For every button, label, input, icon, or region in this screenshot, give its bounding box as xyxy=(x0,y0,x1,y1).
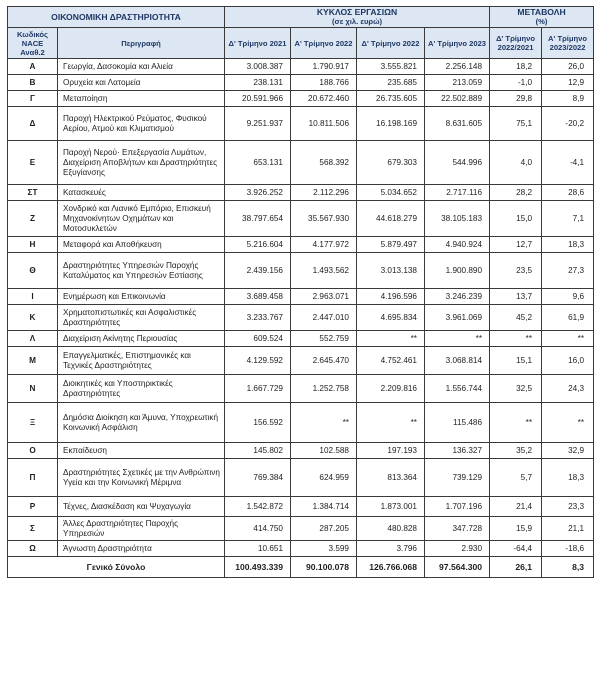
row-change-q1: 28,6 xyxy=(542,185,594,201)
row-change-q1: ** xyxy=(542,331,594,347)
total-row xyxy=(8,557,594,578)
table-row xyxy=(8,459,594,497)
row-description: Χρηματοπιστωτικές και Ασφαλιστικές Δραστηριότητες xyxy=(58,305,225,331)
row-code: Λ xyxy=(8,331,58,347)
row-q4-2021: 156.592 xyxy=(225,403,291,443)
row-description: Δραστηριότητες Υπηρεσιών Παροχής Καταλύματος και Υπηρεσιών Εστίασης xyxy=(58,253,225,289)
row-q1-2022: 624.959 xyxy=(291,459,357,497)
row-q1-2023: 2.256.148 xyxy=(425,59,490,75)
row-q1-2023: 38.105.183 xyxy=(425,201,490,237)
row-description: Άλλες Δραστηριότητες Παροχής Υπηρεσιών xyxy=(58,517,225,541)
row-q1-2023: 1.556.744 xyxy=(425,375,490,403)
row-q1-2022: 287.205 xyxy=(291,517,357,541)
row-change-q4: -1,0 xyxy=(490,75,542,91)
table-row xyxy=(8,201,594,237)
row-change-q1: 18,3 xyxy=(542,237,594,253)
total-q4-2021: 100.493.339 xyxy=(225,557,291,578)
row-q4-2021: 3.926.252 xyxy=(225,185,291,201)
row-q1-2023: 1.707.196 xyxy=(425,497,490,517)
row-q4-2021: 1.542.872 xyxy=(225,497,291,517)
row-description: Διοικητικές και Υποστηρικτικές Δραστηριότητες xyxy=(58,375,225,403)
row-q4-2021: 5.216.604 xyxy=(225,237,291,253)
row-q1-2022: 4.177.972 xyxy=(291,237,357,253)
row-description: Παροχή Ηλεκτρικού Ρεύματος, Φυσικού Αερίου, Ατμού και Κλιματισμού xyxy=(58,107,225,141)
row-q4-2021: 238.131 xyxy=(225,75,291,91)
table-row xyxy=(8,91,594,107)
row-change-q4: 21,4 xyxy=(490,497,542,517)
change-q1-column-header: Α' Τρίμηνο 2023/2022 xyxy=(542,28,594,59)
row-change-q1: 23,3 xyxy=(542,497,594,517)
row-description: Ενημέρωση και Επικοινωνία xyxy=(58,289,225,305)
row-q4-2021: 3.689.458 xyxy=(225,289,291,305)
row-q1-2022: 3.599 xyxy=(291,541,357,557)
row-change-q1: 32,9 xyxy=(542,443,594,459)
row-q4-2022: 480.828 xyxy=(357,517,425,541)
row-q4-2022: 4.752.461 xyxy=(357,347,425,375)
row-q1-2022: 2.645.470 xyxy=(291,347,357,375)
row-description: Παροχή Νερού· Επεξεργασία Λυμάτων, Διαχείριση Αποβλήτων και Δραστηριότητες Εξυγίανσης xyxy=(58,141,225,185)
row-q1-2022: 35.567.930 xyxy=(291,201,357,237)
code-column-header: Κωδικός NACE Αναθ.2 xyxy=(8,28,58,59)
row-code: Δ xyxy=(8,107,58,141)
row-description: Εκπαίδευση xyxy=(58,443,225,459)
row-change-q4: ** xyxy=(490,331,542,347)
row-change-q1: -18,6 xyxy=(542,541,594,557)
row-code: ΣΤ xyxy=(8,185,58,201)
total-change-q1: 8,3 xyxy=(542,557,594,578)
total-q4-2022: 126.766.068 xyxy=(357,557,425,578)
total-q1-2022: 90.100.078 xyxy=(291,557,357,578)
header-group-row xyxy=(8,7,594,28)
row-q1-2022: 102.588 xyxy=(291,443,357,459)
row-code: Ο xyxy=(8,443,58,459)
row-change-q4: 75,1 xyxy=(490,107,542,141)
row-q1-2022: 568.392 xyxy=(291,141,357,185)
row-change-q4: -64,4 xyxy=(490,541,542,557)
row-code: Μ xyxy=(8,347,58,375)
row-q1-2023: 3.068.814 xyxy=(425,347,490,375)
row-q4-2022: 26.735.605 xyxy=(357,91,425,107)
row-change-q1: 12,9 xyxy=(542,75,594,91)
q1-2022-column-header: Α' Τρίμηνο 2022 xyxy=(291,28,357,59)
row-q1-2023: 1.900.890 xyxy=(425,253,490,289)
row-description: Γεωργία, Δασοκομία και Αλιεία xyxy=(58,59,225,75)
row-q1-2022: 10.811.506 xyxy=(291,107,357,141)
turnover-table xyxy=(7,6,594,578)
change-q4-column-header: Δ' Τρίμηνο 2022/2021 xyxy=(490,28,542,59)
row-code: Ν xyxy=(8,375,58,403)
row-description: Δραστηριότητες Σχετικές με την Ανθρώπινη Υγεία και την Κοινωνική Μέριμνα xyxy=(58,459,225,497)
row-q4-2021: 653.131 xyxy=(225,141,291,185)
row-code: Η xyxy=(8,237,58,253)
change-header-label: ΜΕΤΑΒΟΛΗ xyxy=(517,7,566,17)
row-q1-2022: 2.447.010 xyxy=(291,305,357,331)
total-label: Γενικό Σύνολο xyxy=(8,557,225,578)
row-change-q1: 9,6 xyxy=(542,289,594,305)
row-q1-2023: ** xyxy=(425,331,490,347)
row-q1-2023: 2.930 xyxy=(425,541,490,557)
turnover-unit-label: (σε χιλ. ευρώ) xyxy=(332,17,383,26)
row-code: Ξ xyxy=(8,403,58,443)
row-change-q4: 4,0 xyxy=(490,141,542,185)
row-q1-2023: 136.327 xyxy=(425,443,490,459)
table-row xyxy=(8,517,594,541)
row-change-q4: 5,7 xyxy=(490,459,542,497)
row-change-q4: 13,7 xyxy=(490,289,542,305)
row-change-q4: 32,5 xyxy=(490,375,542,403)
change-header xyxy=(490,7,594,28)
row-q4-2022: 4.196.596 xyxy=(357,289,425,305)
row-q1-2023: 544.996 xyxy=(425,141,490,185)
table-row xyxy=(8,375,594,403)
row-code: Γ xyxy=(8,91,58,107)
row-q1-2023: 22.502.889 xyxy=(425,91,490,107)
table-row xyxy=(8,289,594,305)
row-q4-2021: 38.797.654 xyxy=(225,201,291,237)
row-q4-2022: 813.364 xyxy=(357,459,425,497)
table-body xyxy=(8,59,594,557)
row-code: Ζ xyxy=(8,201,58,237)
row-q1-2023: 347.728 xyxy=(425,517,490,541)
table-row xyxy=(8,347,594,375)
row-q4-2022: 16.198.169 xyxy=(357,107,425,141)
row-q4-2021: 609.524 xyxy=(225,331,291,347)
total-q1-2023: 97.564.300 xyxy=(425,557,490,578)
row-q4-2022: 2.209.816 xyxy=(357,375,425,403)
row-change-q4: 12,7 xyxy=(490,237,542,253)
row-q4-2021: 769.384 xyxy=(225,459,291,497)
row-change-q1: 26,0 xyxy=(542,59,594,75)
header-column-row xyxy=(8,28,594,59)
row-change-q1: 61,9 xyxy=(542,305,594,331)
row-change-q1: 16,0 xyxy=(542,347,594,375)
row-q4-2021: 20.591.966 xyxy=(225,91,291,107)
activity-header: ΟΙΚΟΝΟΜΙΚΗ ΔΡΑΣΤΗΡΙΟΤΗΤΑ xyxy=(8,7,225,28)
q4-2022-column-header: Δ' Τρίμηνο 2022 xyxy=(357,28,425,59)
row-code: Σ xyxy=(8,517,58,541)
row-code: Ε xyxy=(8,141,58,185)
row-q1-2023: 3.961.069 xyxy=(425,305,490,331)
row-q4-2021: 2.439.156 xyxy=(225,253,291,289)
row-change-q1: -4,1 xyxy=(542,141,594,185)
row-q1-2022: 1.384.714 xyxy=(291,497,357,517)
table-row xyxy=(8,541,594,557)
row-q1-2022: 20.672.460 xyxy=(291,91,357,107)
row-q4-2021: 4.129.592 xyxy=(225,347,291,375)
row-change-q4: 35,2 xyxy=(490,443,542,459)
row-q1-2022: 2.112.296 xyxy=(291,185,357,201)
table-row xyxy=(8,497,594,517)
row-q4-2022: 1.873.001 xyxy=(357,497,425,517)
row-description: Επαγγελματικές, Επιστημονικές και Τεχνικές Δραστηριότητες xyxy=(58,347,225,375)
turnover-table-wrapper xyxy=(7,6,593,578)
row-code: Κ xyxy=(8,305,58,331)
row-q4-2021: 3.233.767 xyxy=(225,305,291,331)
row-code: Β xyxy=(8,75,58,91)
row-q1-2022: 2.963.071 xyxy=(291,289,357,305)
q4-2021-column-header: Δ' Τρίμηνο 2021 xyxy=(225,28,291,59)
table-row xyxy=(8,403,594,443)
row-change-q4: ** xyxy=(490,403,542,443)
row-q4-2021: 10.651 xyxy=(225,541,291,557)
row-change-q4: 29,8 xyxy=(490,91,542,107)
row-q4-2022: 4.695.834 xyxy=(357,305,425,331)
row-q1-2023: 4.940.924 xyxy=(425,237,490,253)
table-row xyxy=(8,237,594,253)
row-q4-2022: 3.013.138 xyxy=(357,253,425,289)
row-code: Ρ xyxy=(8,497,58,517)
row-q4-2022: 3.796 xyxy=(357,541,425,557)
row-description: Κατασκευές xyxy=(58,185,225,201)
turnover-header-label: ΚΥΚΛΟΣ ΕΡΓΑΣΙΩΝ xyxy=(316,7,398,17)
row-q1-2022: ** xyxy=(291,403,357,443)
table-row xyxy=(8,107,594,141)
row-q4-2022: 235.685 xyxy=(357,75,425,91)
row-change-q1: ** xyxy=(542,403,594,443)
row-change-q1: 21,1 xyxy=(542,517,594,541)
row-description: Μεταποίηση xyxy=(58,91,225,107)
row-code: Π xyxy=(8,459,58,497)
row-description: Τέχνες, Διασκέδαση και Ψυχαγωγία xyxy=(58,497,225,517)
description-column-header: Περιγραφή xyxy=(58,28,225,59)
q1-2023-column-header: Α' Τρίμηνο 2023 xyxy=(425,28,490,59)
row-q4-2021: 3.008.387 xyxy=(225,59,291,75)
row-code: Θ xyxy=(8,253,58,289)
table-row xyxy=(8,305,594,331)
row-change-q4: 18,2 xyxy=(490,59,542,75)
row-change-q1: 27,3 xyxy=(542,253,594,289)
row-change-q4: 15,0 xyxy=(490,201,542,237)
row-description: Δημόσια Διοίκηση και Άμυνα, Υποχρεωτική Κοινωνική Ασφάλιση xyxy=(58,403,225,443)
change-unit-label: (%) xyxy=(535,17,548,26)
table-row xyxy=(8,59,594,75)
table-row xyxy=(8,253,594,289)
row-change-q1: 7,1 xyxy=(542,201,594,237)
row-change-q4: 15,1 xyxy=(490,347,542,375)
row-q1-2023: 115.486 xyxy=(425,403,490,443)
row-q4-2022: 5.879.497 xyxy=(357,237,425,253)
row-q1-2023: 2.717.116 xyxy=(425,185,490,201)
row-change-q4: 23,5 xyxy=(490,253,542,289)
row-change-q1: 18,3 xyxy=(542,459,594,497)
turnover-header xyxy=(225,7,490,28)
total-change-q4: 26,1 xyxy=(490,557,542,578)
row-change-q1: 24,3 xyxy=(542,375,594,403)
row-q4-2021: 9.251.937 xyxy=(225,107,291,141)
row-q1-2023: 213.059 xyxy=(425,75,490,91)
row-q4-2021: 145.802 xyxy=(225,443,291,459)
table-row xyxy=(8,331,594,347)
row-q4-2022: 5.034.652 xyxy=(357,185,425,201)
row-q4-2022: 679.303 xyxy=(357,141,425,185)
table-row xyxy=(8,141,594,185)
row-q4-2022: ** xyxy=(357,331,425,347)
row-change-q1: 8,9 xyxy=(542,91,594,107)
row-change-q4: 28,2 xyxy=(490,185,542,201)
table-row xyxy=(8,443,594,459)
table-row xyxy=(8,75,594,91)
row-q1-2022: 1.252.758 xyxy=(291,375,357,403)
row-q4-2022: 197.193 xyxy=(357,443,425,459)
row-description: Χονδρικό και Λιανικό Εμπόριο, Επισκευή Μηχανοκίνητων Οχημάτων και Μοτοσυκλετών xyxy=(58,201,225,237)
row-q1-2023: 8.631.605 xyxy=(425,107,490,141)
row-change-q4: 15,9 xyxy=(490,517,542,541)
row-change-q1: -20,2 xyxy=(542,107,594,141)
row-description: Διαχείριση Ακίνητης Περιουσίας xyxy=(58,331,225,347)
row-q1-2023: 3.246.239 xyxy=(425,289,490,305)
row-q1-2022: 552.759 xyxy=(291,331,357,347)
row-q4-2021: 414.750 xyxy=(225,517,291,541)
row-code: Ι xyxy=(8,289,58,305)
row-code: Ω xyxy=(8,541,58,557)
row-q1-2022: 188.766 xyxy=(291,75,357,91)
row-q4-2022: 44.618.279 xyxy=(357,201,425,237)
table-row xyxy=(8,185,594,201)
row-q4-2022: ** xyxy=(357,403,425,443)
row-q4-2021: 1.667.729 xyxy=(225,375,291,403)
row-description: Μεταφορά και Αποθήκευση xyxy=(58,237,225,253)
row-q1-2022: 1.493.562 xyxy=(291,253,357,289)
row-q4-2022: 3.555.821 xyxy=(357,59,425,75)
row-q1-2022: 1.790.917 xyxy=(291,59,357,75)
row-description: Ορυχεία και Λατομεία xyxy=(58,75,225,91)
row-change-q4: 45,2 xyxy=(490,305,542,331)
row-description: Άγνωστη Δραστηριότητα xyxy=(58,541,225,557)
row-code: Α xyxy=(8,59,58,75)
row-q1-2023: 739.129 xyxy=(425,459,490,497)
